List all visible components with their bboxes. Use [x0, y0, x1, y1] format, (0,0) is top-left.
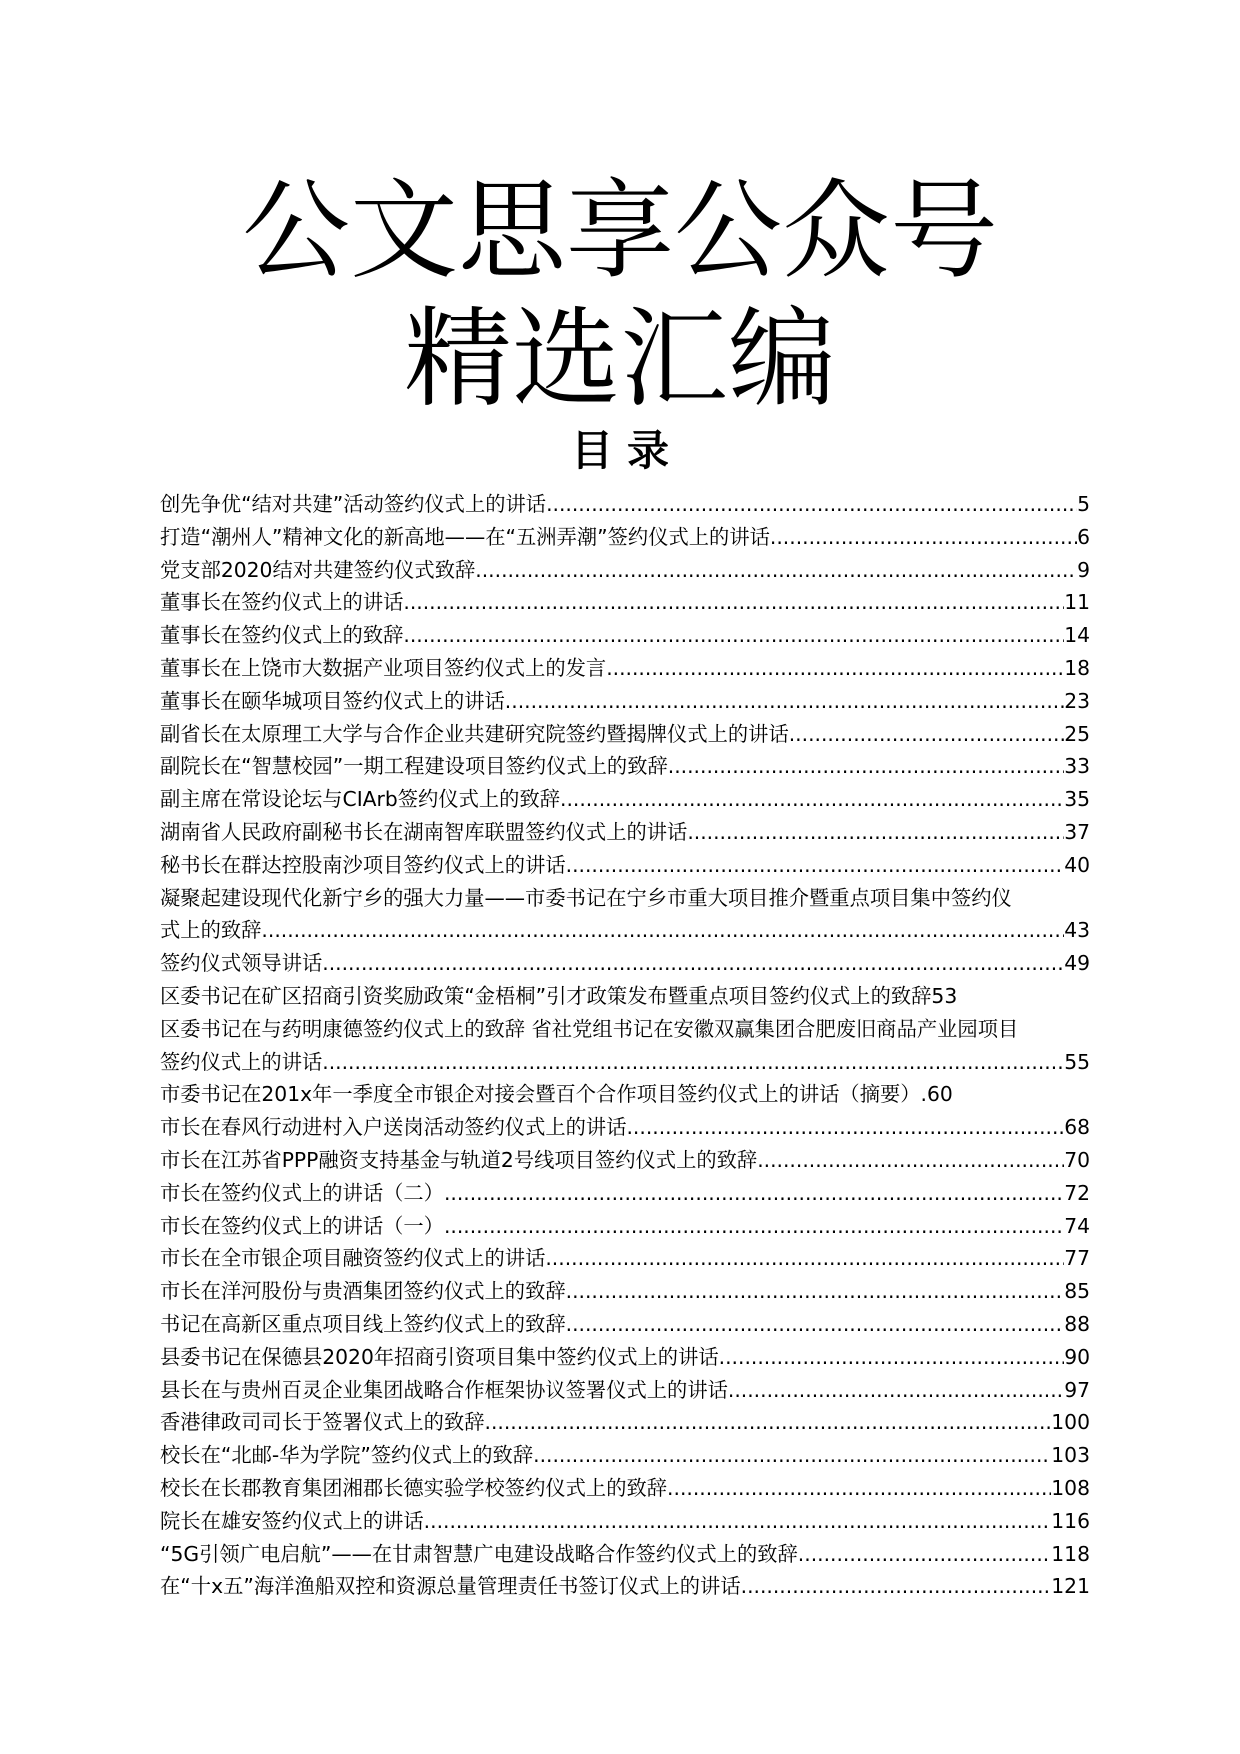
toc-dot-leader [560, 783, 1064, 816]
toc-dot-leader [798, 1538, 1051, 1571]
toc-entry-title: 院长在雄安签约仪式上的讲话 [160, 1508, 424, 1533]
toc-entry-title: 凝聚起建设现代化新宁乡的强大力量——市委书记在宁乡市重大项目推介暨重点项目集中签约仪 [160, 885, 1012, 910]
toc-entry[interactable] [160, 750, 1090, 783]
toc-dot-leader [261, 914, 1064, 947]
toc-entry-title: 市委书记在201x年一季度全市银企对接会暨百个合作项目签约仪式上的讲话（摘要）.60 [160, 1082, 953, 1107]
toc-entry[interactable] [160, 1472, 1090, 1505]
toc-page-number: 68 [1064, 1115, 1090, 1140]
toc-page-number: 116 [1051, 1508, 1090, 1533]
toc-dot-leader [728, 1374, 1064, 1407]
toc-page-number: 100 [1051, 1410, 1090, 1435]
toc-entry[interactable] [160, 1242, 1090, 1275]
toc-entry-title: 校长在长郡教育集团湘郡长德实验学校签约仪式上的致辞 [160, 1475, 668, 1500]
toc-page-number: 49 [1064, 951, 1090, 976]
toc-entry-title: 打造“潮州人”精神文化的新高地——在“五洲弄潮”签约仪式上的讲话 [160, 524, 770, 549]
toc-dot-leader [626, 1111, 1064, 1144]
toc-entry[interactable] [160, 1210, 1090, 1243]
toc-entry-title: 校长在“北邮-华为学院”签约仪式上的致辞 [160, 1443, 534, 1468]
toc-entry-title: 县委书记在保德县2020年招商引资项目集中签约仪式上的讲话 [160, 1344, 719, 1369]
toc-entry-title: 秘书长在群达控股南沙项目签约仪式上的讲话 [160, 852, 566, 877]
toc-entry[interactable] [160, 980, 1090, 1013]
toc-entry-title: 董事长在颐华城项目签约仪式上的讲话 [160, 688, 505, 713]
toc-entry-title: 区委书记在与药明康德签约仪式上的致辞 省社党组书记在安徽双赢集团合肥废旧商品产业园项目 [160, 1016, 1019, 1041]
toc-page-number: 77 [1064, 1246, 1090, 1271]
toc-dot-leader [505, 685, 1064, 718]
toc-entry[interactable] [160, 1275, 1090, 1308]
toc-entry[interactable] [160, 947, 1090, 980]
toc-page-number: 118 [1051, 1541, 1090, 1566]
toc-dot-leader [770, 521, 1077, 554]
toc-page-number: 43 [1064, 918, 1090, 943]
toc-entry[interactable] [160, 554, 1090, 587]
toc-dot-leader [403, 619, 1064, 652]
toc-page-number: 5 [1077, 492, 1090, 516]
toc-dot-leader [322, 1046, 1064, 1079]
toc-dot-leader [533, 1439, 1051, 1472]
toc-entry[interactable] [160, 1177, 1090, 1210]
toc-entry[interactable] [160, 1374, 1090, 1407]
toc-page-number: 6 [1077, 524, 1090, 549]
toc-entry-title: 市长在洋河股份与贵酒集团签约仪式上的致辞 [160, 1279, 566, 1304]
toc-entry-title: 创先争优“结对共建”活动签约仪式上的讲话 [160, 492, 547, 516]
toc-entry[interactable] [160, 488, 1090, 521]
toc-page-number: 85 [1064, 1279, 1090, 1304]
toc-dot-leader [668, 750, 1064, 783]
toc-entry-title: “5G引领广电启航”——在甘肃智慧广电建设战略合作签约仪式上的致辞 [160, 1541, 798, 1566]
toc-entry-title: 县长在与贵州百灵企业集团战略合作框架协议签署仪式上的讲话 [160, 1377, 728, 1402]
toc-page-number: 25 [1064, 721, 1090, 746]
toc-entry-title: 市长在签约仪式上的讲话（二） [160, 1180, 444, 1205]
toc-dot-leader [444, 1210, 1064, 1243]
toc-dot-leader [667, 1472, 1051, 1505]
toc-entry-title: 市长在江苏省PPP融资支持基金与轨道2号线项目签约仪式上的致辞 [160, 1147, 758, 1172]
toc-dot-leader [444, 1177, 1064, 1210]
toc-dot-leader [606, 652, 1064, 685]
toc-dot-leader [757, 1144, 1064, 1177]
toc-entry[interactable] [160, 1078, 1090, 1111]
toc-entry[interactable] [160, 1046, 1090, 1079]
document-title-line-2: 精选汇编 [403, 297, 836, 422]
toc-entry-title: 市长在春风行动进村入户送岗活动签约仪式上的讲话 [160, 1115, 627, 1140]
toc-dot-leader [566, 1308, 1065, 1341]
toc-entry-title: 市长在全市银企项目融资签约仪式上的讲话 [160, 1246, 546, 1271]
toc-page-number: 18 [1064, 655, 1090, 680]
toc-page-number: 88 [1064, 1311, 1090, 1336]
toc-page-number: 70 [1064, 1147, 1090, 1172]
toc-page-number: 103 [1051, 1443, 1090, 1468]
toc-dot-leader [566, 1275, 1065, 1308]
toc-entry-title: 副院长在“智慧校园”一期工程建设项目签约仪式上的致辞 [160, 754, 668, 779]
toc-entry[interactable] [160, 1144, 1090, 1177]
toc-heading: 目录 [570, 426, 683, 475]
toc-entry-title: 副省长在太原理工大学与合作企业共建研究院签约暨揭牌仪式上的讲话 [160, 721, 789, 746]
toc-dot-leader [566, 849, 1065, 882]
toc-page-number: 55 [1064, 1049, 1090, 1074]
toc-entry[interactable] [160, 586, 1090, 619]
toc-entry-title: 市长在签约仪式上的讲话（一） [160, 1213, 444, 1238]
toc-entry[interactable] [160, 1308, 1090, 1341]
toc-page-number: 35 [1064, 787, 1090, 812]
toc-entry-title: 党支部2020结对共建签约仪式致辞 [160, 557, 476, 582]
toc-dot-leader [545, 1242, 1064, 1275]
toc-entry-title: 董事长在签约仪式上的致辞 [160, 623, 404, 648]
toc-entry-title: 式上的致辞 [160, 918, 262, 943]
toc-entry-title: 在“十x五”海洋渔船双控和资源总量管理责任书签订仪式上的讲话 [160, 1574, 741, 1599]
toc-entry[interactable] [160, 1111, 1090, 1144]
toc-entry[interactable] [160, 652, 1090, 685]
toc-dot-leader [485, 1406, 1052, 1439]
toc-dot-leader [719, 1341, 1065, 1374]
toc-page-number: 37 [1064, 819, 1090, 844]
toc-entry-title: 湖南省人民政府副秘书长在湖南智库联盟签约仪式上的讲话 [160, 819, 688, 844]
toc-entry-title: 签约仪式领导讲话 [160, 951, 323, 976]
toc-entry-title: 区委书记在矿区招商引资奖励政策“金梧桐”引才政策发布暨重点项目签约仪式上的致辞53 [160, 983, 958, 1008]
toc-entry[interactable] [160, 1538, 1090, 1571]
toc-page-number: 72 [1064, 1180, 1090, 1205]
toc-dot-leader [741, 1570, 1052, 1603]
toc-entry[interactable] [160, 783, 1090, 816]
toc-entry-title: 副主席在常设论坛与CIArb签约仪式上的致辞 [160, 787, 561, 812]
toc-entry[interactable] [160, 1570, 1090, 1603]
toc-entry[interactable] [160, 1439, 1090, 1472]
toc-dot-leader [687, 816, 1064, 849]
toc-page-number: 97 [1064, 1377, 1090, 1402]
toc-entry[interactable] [160, 718, 1090, 751]
toc-page-number: 33 [1064, 754, 1090, 779]
toc-entry[interactable] [160, 1013, 1090, 1046]
toc-entry[interactable] [160, 1341, 1090, 1374]
toc-entry-title: 董事长在签约仪式上的讲话 [160, 590, 404, 615]
toc-page-number: 9 [1077, 557, 1090, 582]
toc-dot-leader [424, 1505, 1052, 1538]
toc-dot-leader [403, 586, 1064, 619]
toc-entry[interactable] [160, 914, 1090, 947]
toc-entry[interactable] [160, 1505, 1090, 1538]
toc-entry[interactable] [160, 685, 1090, 718]
toc-entry[interactable] [160, 1406, 1090, 1439]
toc-entry[interactable] [160, 619, 1090, 652]
toc-page-number: 11 [1064, 590, 1090, 615]
toc-page-number: 14 [1064, 623, 1090, 648]
toc-page-number: 108 [1051, 1475, 1090, 1500]
toc-dot-leader [546, 488, 1077, 521]
toc-dot-leader [475, 554, 1077, 587]
toc-page-number: 90 [1064, 1344, 1090, 1369]
toc-page-number: 121 [1051, 1574, 1090, 1599]
toc-entry-title: 签约仪式上的讲话 [160, 1049, 323, 1074]
document-title-line-1: 公文思享公众号 [241, 169, 998, 294]
toc-entry[interactable] [160, 882, 1090, 915]
toc-entry[interactable] [160, 521, 1090, 554]
toc-dot-leader [789, 718, 1064, 751]
toc-entry[interactable] [160, 816, 1090, 849]
toc-dot-leader [322, 947, 1064, 980]
toc-entry-title: 香港律政司司长于签署仪式上的致辞 [160, 1410, 485, 1435]
toc-page-number: 74 [1064, 1213, 1090, 1238]
toc-page-number: 23 [1064, 688, 1090, 713]
toc-entry-title: 董事长在上饶市大数据产业项目签约仪式上的发言 [160, 655, 607, 680]
toc-page-number: 40 [1064, 852, 1090, 877]
toc-entry[interactable] [160, 849, 1090, 882]
toc-entry-title: 书记在高新区重点项目线上签约仪式上的致辞 [160, 1311, 566, 1336]
table-of-contents [160, 488, 1090, 1603]
